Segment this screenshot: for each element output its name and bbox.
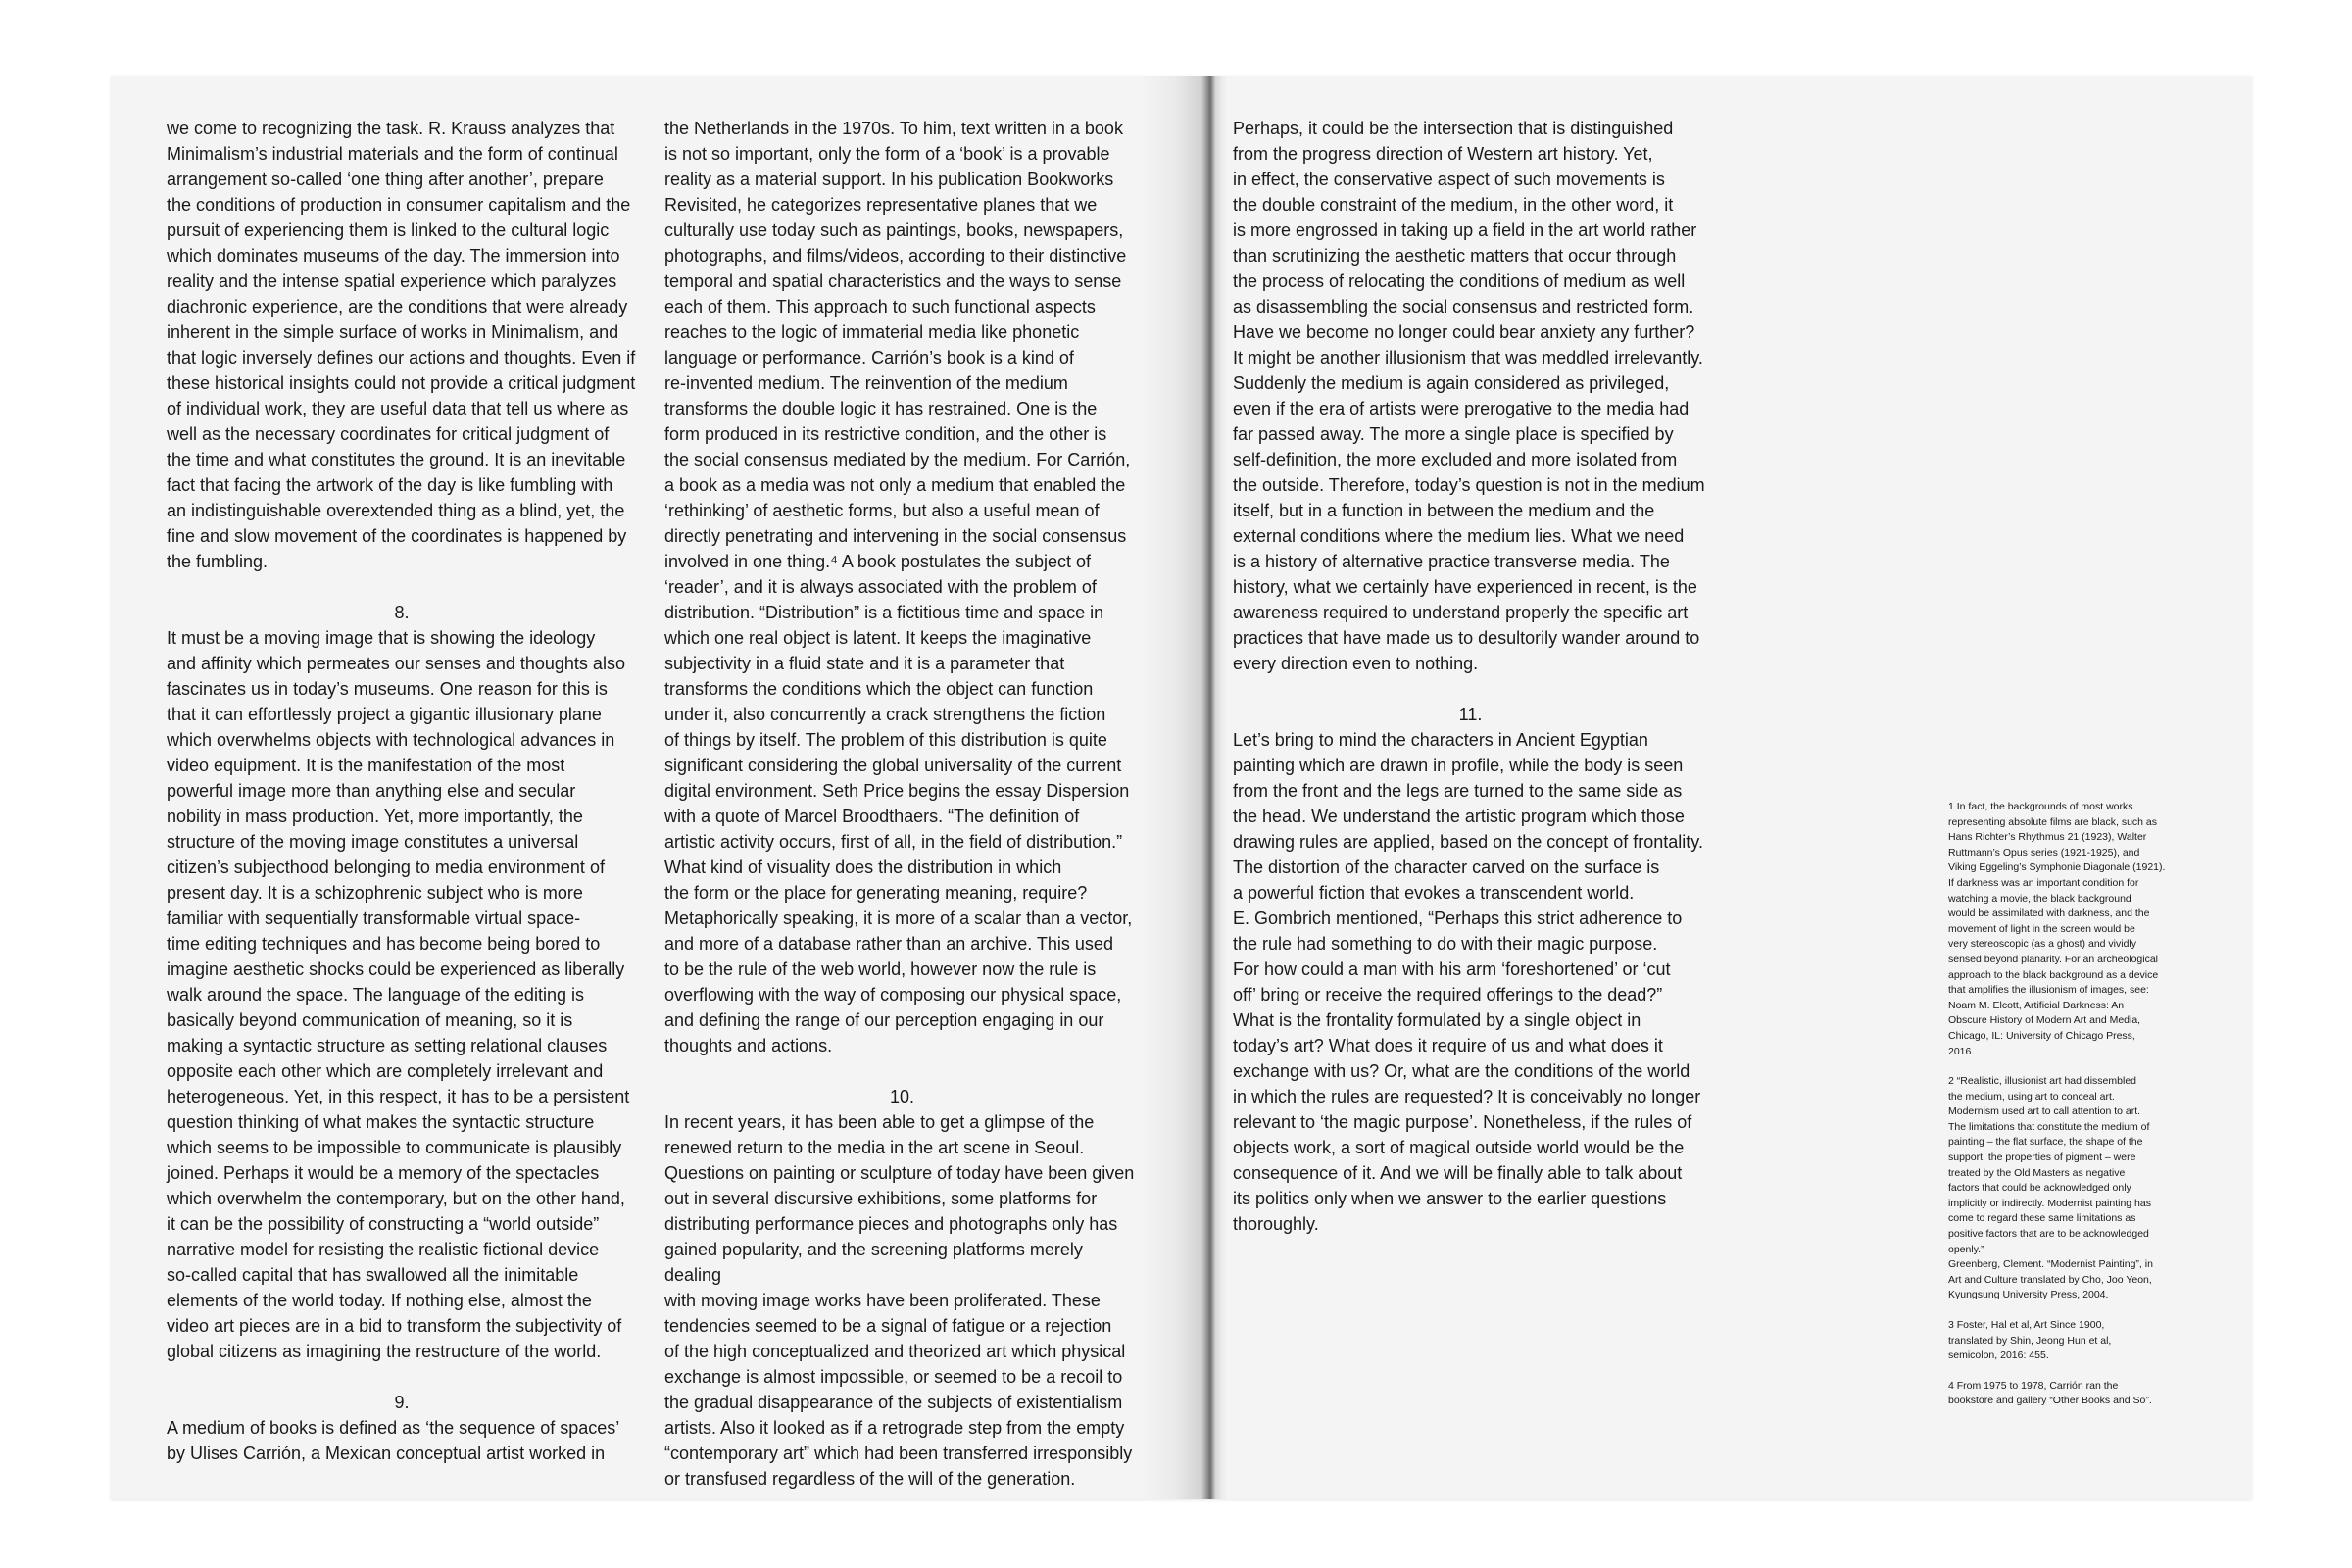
section-heading-8: 8. (394, 603, 410, 622)
paragraph-section-10: In recent years, it has been able to get a glimpse of the renewed return to the media in the art scene in Seoul. Questions on painting or sculpture of today have been given out in several discursive exhibitions, some platforms for distributing performance pieces and photographs only has gained popularity, and the screening platforms merely dealing with moving image works have been proliferated. These tendencies seemed to be a signal of fatigue or a rejection of the high conceptualized and theorized art which physical exchange is almost impossible, or seemed to be a recoil to the gradual disappearance of the subjects of existentialism artists. Also it looked as if a retrograde step from the empty “contemporary art” which had been transferred irresponsibly or transfused regardless of the will of the generation. (664, 1112, 1135, 1489)
section-heading-10: 10. (889, 1087, 915, 1106)
paragraph-section-8: It must be a moving image that is showing the ideology and affinity which permeates our senses and thoughts also fascinates us in today’s museums. One reason for this is that it can effortlessly project a gigantic illusionary plane which overwhelms objects with technological advances in video equipment. It is the manifestation of the most powerful image more than anything else and secular nobility in mass production. Yet, more importantly, the structure of the moving image constitutes a universal citizen’s subjecthood belonging to media environment of present day. It is a schizophrenic subject who is more familiar with sequentially transformable virtual space- time editing techniques and has become being bored to imagine aesthetic shocks could be experienced as liberally walk around the space. The language of the editing is basically beyond communication of meaning, so it is making a syntactic structure as setting relational clauses opposite each other which are completely irrelevant and heterogeneous. Yet, in this respect, it has to be a persistent question thinking of what makes the syntactic structure which seems to be impossible to communicate is plausibly joined. Perhaps it would be a memory of the spectacles which overwhelm the contemporary, but on the other hand, it can be the possibility of constructing a “world outside” narrative model for resisting the realistic fictional device so-called capital that has swallowed all the inimitable elements of the world today. If nothing else, almost the video art pieces are in a bid to transform the subjectivity of global citizens as imagining the restructure of the world. (167, 628, 630, 1361)
footnote-2: 2 “Realistic, illusionist art had dissembled the medium, using art to conceal art. Modernism used art to call attention to art. The limitations that constitute the medium of painting – the flat surface, the shape of the support, the properties of pigment – were treated by the Old Masters as negative factors that could be acknowledged only implicitly or indirectly. Modernist painting has come to regard these same limitations as positive factors that are to be acknowledged openly.” Greenberg, Clement. “Modernist Painting”, in Art and Culture translated by Cho, Joo Yeon, Kyungsung University Press, 2004. (1948, 1075, 2153, 1301)
footnote-4: 4 From 1975 to 1978, Carrión ran the bookstore and gallery “Other Books and So”. (1948, 1379, 2152, 1407)
paragraph-section-9: A medium of books is defined as ‘the sequence of spaces’ by Ulises Carrión, a Mexican conceptual artist worked in (167, 1418, 620, 1463)
paragraph-carrion: the Netherlands in the 1970s. To him, text written in a book is not so important, only the form of a ‘book’ is a provable reality as a material support. In his publication Bookworks Revisited, he categorizes representative planes that we culturally use today such as paintings, books, newspapers, photographs, and films/videos, according to their distinctive temporal and spatial characteristics and the ways to sense each of them. This approach to such functional aspects reaches to the logic of immaterial media like phonetic language or performance. Carrión’s book is a kind of re-invented medium. The reinvention of the medium transforms the double logic it has restrained. One is the form produced in its restrictive condition, and the other is the social consensus mediated by the medium. For Carrión, a book as a media was not only a medium that enabled the ‘rethinking’ of aesthetic forms, but also a useful mean of directly penetrating and intervening in the social consensus involved in one thing.⁴ A book postulates the subject of ‘reader’, and it is always associated with the problem of distribution. “Distribution” is a fictitious time and space in which one real object is latent. It keeps the imaginative subjectivity in a fluid state and it is a parameter that transforms the conditions which the object can function under it, also concurrently a crack strengthens the fiction of things by itself. The problem of this distribution is quite significant considering the global universality of the current digital environment. Seth Price begins the essay Dispersion with a quote of Marcel Broodthaers. “The definition of artistic activity occurs, first of all, in the field of distribution.” What kind of visuality does the distribution in which the form or the place for generating meaning, require? Metaphorically speaking, it is more of a scalar than a vector, and more of a database rather than an archive. This used to be the rule of the web world, however now the rule is overflowing with the way of composing our physical space, and defining the range of our perception engaging in our thoughts and actions. (664, 119, 1133, 1055)
book-spread (111, 76, 2252, 1499)
right-page-column (1233, 116, 1708, 1237)
paragraph-section-11: Let’s bring to mind the characters in Ancient Egyptian painting which are drawn in profile, while the body is seen from the front and the legs are turned to the same side as the head. We understand the artistic program which those drawing rules are applied, based on the concept of frontality. The distortion of the character carved on the surface is a powerful fiction that evokes a transcendent world. E. Gombrich mentioned, “Perhaps this strict adherence to the rule had something to do with their magic purpose. For how could a man with his arm ‘foreshortened’ or ‘cut off’ bring or receive the required offerings to the dead?” What is the frontality formulated by a single object in today’s art? What does it require of us and what does it exchange with us? Or, what are the conditions of the world in which the rules are requested? It is conceivably no longer relevant to ‘the magic purpose’. Nonetheless, if the rules of objects work, a sort of magical outside world would be the consequence of it. And we will be finally able to talk about its politics only when we answer to the earlier questions thoroughly. (1233, 730, 1703, 1234)
paragraph-krauss: we come to recognizing the task. R. Krauss analyzes that Minimalism’s industrial materials and the form of continual arrangement so-called ‘one thing after another’, prepare the conditions of production in consumer capitalism and the pursuit of experiencing them is linked to the cultural logic which dominates museums of the day. The immersion into reality and the intense spatial experience which paralyzes diachronic experience, are the conditions that were already inherent in the simple surface of works in Minimalism, and that logic inversely defines our actions and thoughts. Even if these historical insights could not provide a critical judgment of individual work, they are useful data that tell us where as well as the necessary coordinates for critical judgment of the time and what constitutes the ground. It is an inevitable fact that facing the artwork of the day is like fumbling with an indistinguishable overextended thing as a blind, yet, the fine and slow movement of the coordinates is happened by the fumbling. (167, 119, 636, 571)
section-heading-9: 9. (394, 1393, 410, 1412)
paragraph-intersection: Perhaps, it could be the intersection that is distinguished from the progress direction of Western art history. Yet, in effect, the conservative aspect of such movements is the double constraint of the medium, in the other word, it is more engrossed in taking up a field in the art world rather than scrutinizing the aesthetic matters that occur through the process of relocating the conditions of medium as well as disassembling the social consensus and restricted form. Have we become no longer could bear anxiety any further? It might be another illusionism that was meddled irrelevantly. Suddenly the medium is again considered as privileged, even if the era of artists were prerogative to the media had far passed away. The more a single place is specified by self-definition, the more excluded and more isolated from the outside. Therefore, today’s question is not in the medium itself, but in a function in between the medium and the external conditions where the medium lies. What we need is a history of alternative practice transverse media. The history, what we certainly have experienced in recent, is the awareness required to understand properly the specific art practices that have made us to desultorily wander around to every direction even to nothing. (1233, 119, 1705, 673)
footnotes (1948, 800, 2193, 1424)
left-page-column-1 (167, 116, 637, 1466)
section-heading-11: 11. (1458, 705, 1483, 724)
book-gutter (1140, 76, 1228, 1499)
footnote-1: 1 In fact, the backgrounds of most works representing absolute films are black, such as Hans Richter’s Rhythmus 21 (1923), Walter Ruttmann’s Opus series (1921-1925), and Viking Eggeling’s Symphonie Diagonale (1921). If darkness was an important condition for watching a movie, the black background would be assimilated with darkness, and the movement of light in the screen would be very stereoscopic (as a ghost) and vividly sensed beyond planarity. For an archeological approach to the black background as a device that amplifies the illusionism of images, see: Noam M. Elcott, Artificial Darkness: An Obscure History of Modern Art and Media, Chicago, IL: University of Chicago Press, 2016. (1948, 801, 2166, 1057)
left-page-column-2 (664, 116, 1140, 1492)
footnote-3: 3 Foster, Hal et al, Art Since 1900, translated by Shin, Jeong Hun et al, semicolon, 2016: 455. (1948, 1319, 2112, 1362)
